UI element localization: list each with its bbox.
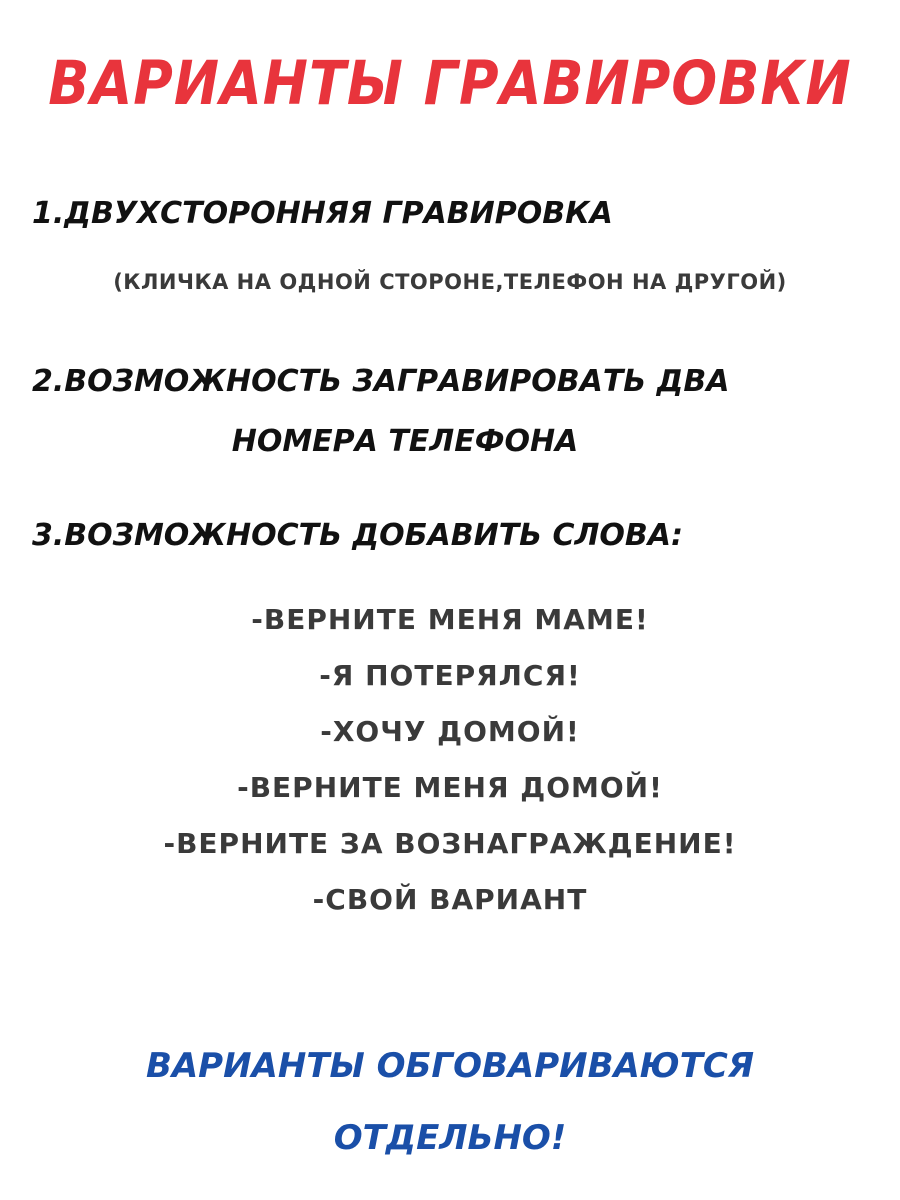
phrase-item: -ВЕРНИТЕ МЕНЯ ДОМОЙ! — [237, 771, 663, 804]
option-1-note: (КЛИЧКА НА ОДНОЙ СТОРОНЕ,ТЕЛЕФОН НА ДРУГОЙ) — [113, 270, 787, 294]
option-3-heading: 3.ВОЗМОЖНОСТЬ ДОБАВИТЬ СЛОВА: — [32, 518, 684, 553]
option-2-heading-line-1: 2.ВОЗМОЖНОСТЬ ЗАГРАВИРОВАТЬ ДВА — [32, 364, 730, 399]
page-title: ВАРИАНТЫ ГРАВИРОВКИ — [48, 48, 852, 119]
phrase-list — [0, 592, 900, 928]
option-1-heading: 1.ДВУХСТОРОННЯЯ ГРАВИРОВКА — [32, 196, 613, 231]
footer-note-line-2: ОТДЕЛЬНО! — [333, 1118, 567, 1158]
option-2-heading-line-2: НОМЕРА ТЕЛЕФОНА — [231, 424, 579, 459]
phrase-item: -ВЕРНИТЕ МЕНЯ МАМЕ! — [251, 603, 649, 636]
phrase-item: -Я ПОТЕРЯЛСЯ! — [319, 659, 581, 692]
phrase-item: -ХОЧУ ДОМОЙ! — [320, 715, 580, 748]
footer-note-line-1: ВАРИАНТЫ ОБГОВАРИВАЮТСЯ — [145, 1046, 755, 1086]
phrase-item: -ВЕРНИТЕ ЗА ВОЗНАГРАЖДЕНИЕ! — [163, 827, 737, 860]
phrase-item: -СВОЙ ВАРИАНТ — [312, 883, 588, 916]
